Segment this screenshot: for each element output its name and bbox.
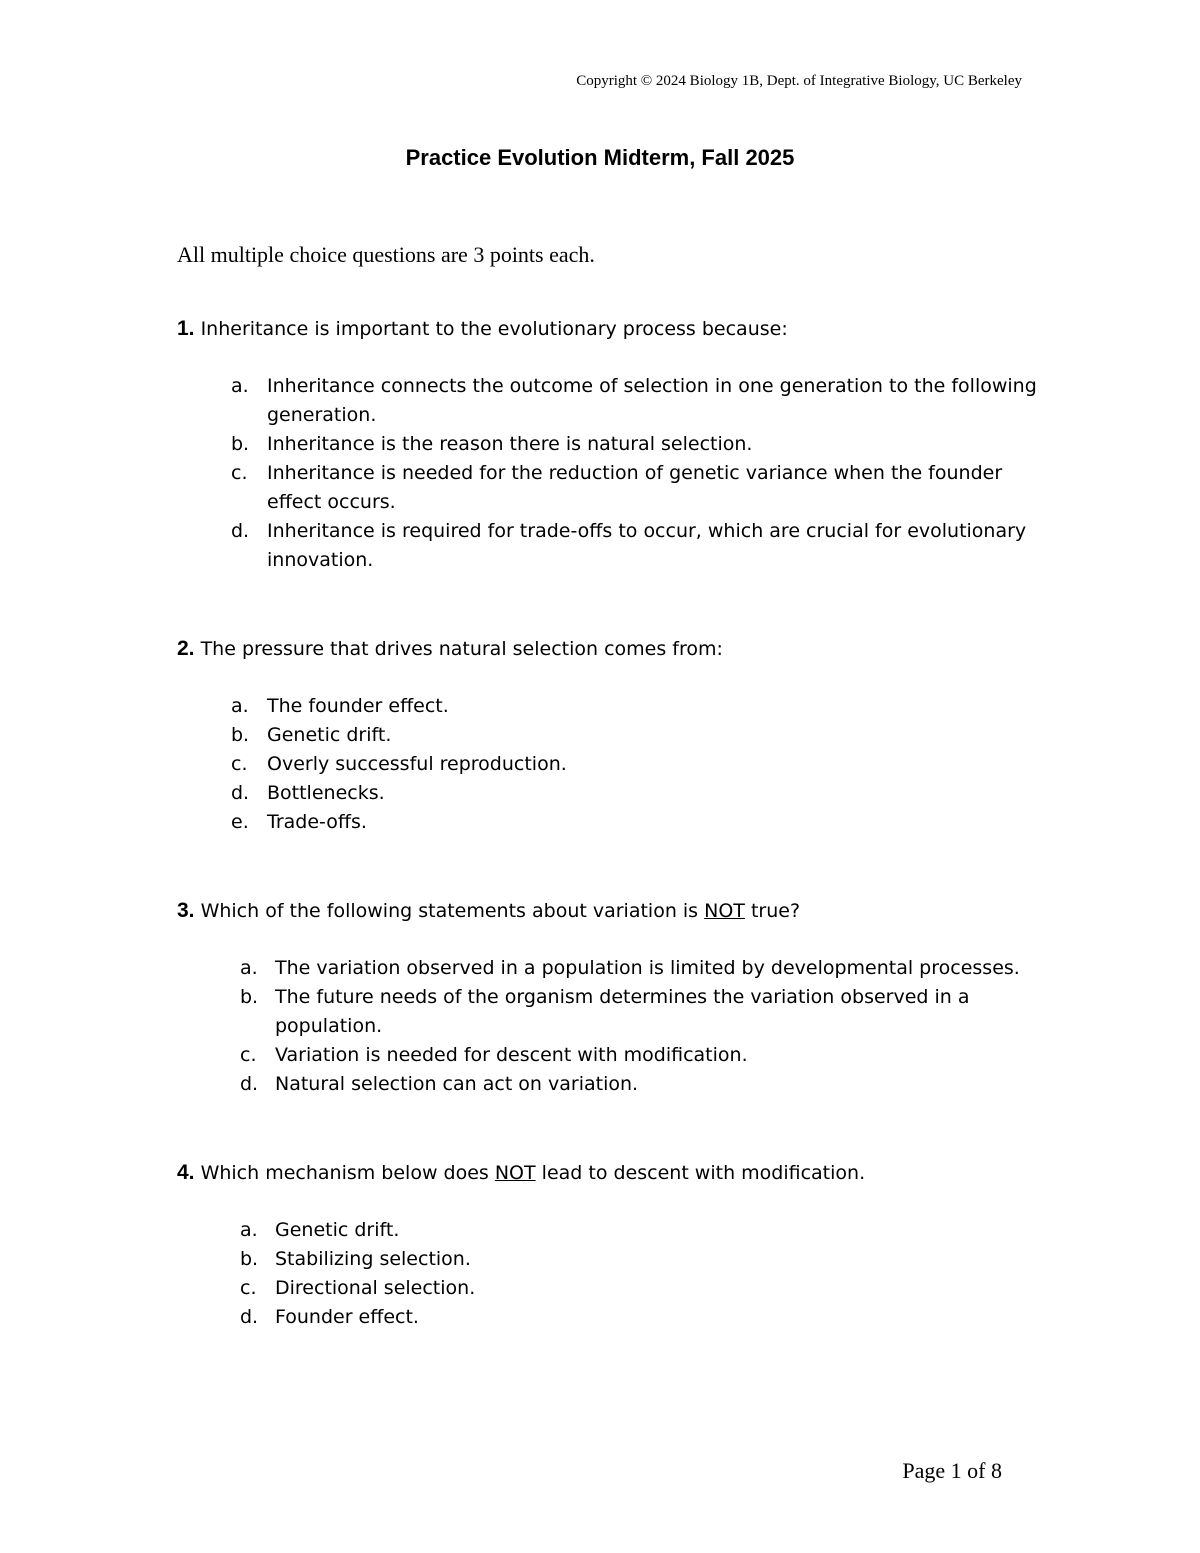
page-title: Practice Evolution Midterm, Fall 2025: [405, 145, 795, 170]
question-text: Which of the following statements about variation is: [200, 900, 705, 922]
question-2: [177, 634, 1057, 837]
question-text-end: lead to descent with modification.: [535, 1162, 866, 1184]
option-letter: c.: [231, 462, 248, 484]
page-number: Page 1 of 8: [902, 1458, 1002, 1483]
option-e[interactable]: [177, 808, 1057, 837]
answer-options: [177, 954, 1057, 1099]
instructions: All multiple choice questions are 3 points each.: [177, 242, 595, 267]
option-c[interactable]: [177, 459, 1057, 517]
question-number: 3.: [177, 899, 195, 922]
option-letter: d.: [240, 1073, 259, 1095]
option-text: Natural selection can act on variation.: [275, 1073, 639, 1095]
option-letter: c.: [240, 1277, 257, 1299]
option-letter: d.: [231, 520, 250, 542]
option-a[interactable]: [177, 692, 1057, 721]
question-text: The pressure that drives natural selection comes from:: [200, 638, 723, 660]
option-c[interactable]: [177, 1041, 1057, 1070]
question-1: [177, 314, 1057, 575]
option-d[interactable]: [177, 779, 1057, 808]
option-a[interactable]: [177, 372, 1057, 430]
option-d[interactable]: [177, 1303, 1057, 1332]
question-stem: [177, 634, 1057, 664]
option-a[interactable]: [177, 1216, 1057, 1245]
option-letter: a.: [240, 1219, 258, 1241]
option-letter: b.: [231, 433, 250, 455]
option-text: Founder effect.: [275, 1306, 419, 1328]
option-letter: c.: [240, 1044, 257, 1066]
option-letter: a.: [231, 695, 249, 717]
question-3: [177, 896, 1057, 1099]
option-letter: b.: [231, 724, 250, 746]
option-text: Trade-offs.: [267, 811, 367, 833]
option-letter: c.: [231, 753, 248, 775]
question-stem: [177, 1158, 1057, 1188]
option-d[interactable]: [177, 1070, 1057, 1099]
option-letter: b.: [240, 986, 259, 1008]
option-text: Inheritance is the reason there is natural selection.: [267, 433, 753, 455]
option-text: Variation is needed for descent with modification.: [275, 1044, 748, 1066]
copyright-notice: Copyright © 2024 Biology 1B, Dept. of Integrative Biology, UC Berkeley: [576, 73, 1022, 89]
answer-options: [177, 1216, 1057, 1332]
answer-options: [177, 692, 1057, 837]
question-4: [177, 1158, 1057, 1332]
option-text: The founder effect.: [267, 695, 449, 717]
question-text: Which mechanism below does: [200, 1162, 495, 1184]
option-b[interactable]: [177, 430, 1057, 459]
question-number: 4.: [177, 1161, 195, 1184]
emphasis-not: NOT: [704, 900, 745, 922]
option-letter: a.: [231, 375, 249, 397]
question-number: 1.: [177, 317, 195, 340]
option-letter: d.: [231, 782, 250, 804]
option-letter: a.: [240, 957, 258, 979]
question-stem: [177, 314, 1057, 344]
option-letter: d.: [240, 1306, 259, 1328]
option-letter: e.: [231, 811, 249, 833]
option-text: Overly successful reproduction.: [267, 753, 567, 775]
option-b[interactable]: [177, 1245, 1057, 1274]
option-text: Bottlenecks.: [267, 782, 385, 804]
option-c[interactable]: [177, 1274, 1057, 1303]
option-text: Genetic drift.: [275, 1219, 400, 1241]
option-text: Stabilizing selection.: [275, 1248, 471, 1270]
option-text: Genetic drift.: [267, 724, 392, 746]
question-number: 2.: [177, 637, 195, 660]
option-d[interactable]: [177, 517, 1057, 575]
option-text: The future needs of the organism determines the variation observed in a population.: [275, 986, 970, 1037]
answer-options: [177, 372, 1057, 575]
emphasis-not: NOT: [494, 1162, 536, 1184]
option-text: Inheritance connects the outcome of selection in one generation to the following generation.: [267, 375, 1037, 426]
option-text: Directional selection.: [275, 1277, 476, 1299]
option-text: Inheritance is required for trade-offs to occur, which are crucial for evolutionary innovation.: [267, 520, 1027, 571]
option-letter: b.: [240, 1248, 259, 1270]
question-stem: [177, 896, 1057, 926]
question-text: Inheritance is important to the evolutionary process because:: [200, 318, 788, 340]
question-text-end: true?: [744, 900, 801, 922]
option-c[interactable]: [177, 750, 1057, 779]
option-b[interactable]: [177, 721, 1057, 750]
option-a[interactable]: [177, 954, 1057, 983]
option-text: Inheritance is needed for the reduction of genetic variance when the founder effect occurs.: [267, 462, 1003, 513]
option-b[interactable]: [177, 983, 1057, 1041]
option-text: The variation observed in a population is limited by developmental processes.: [275, 957, 1020, 979]
